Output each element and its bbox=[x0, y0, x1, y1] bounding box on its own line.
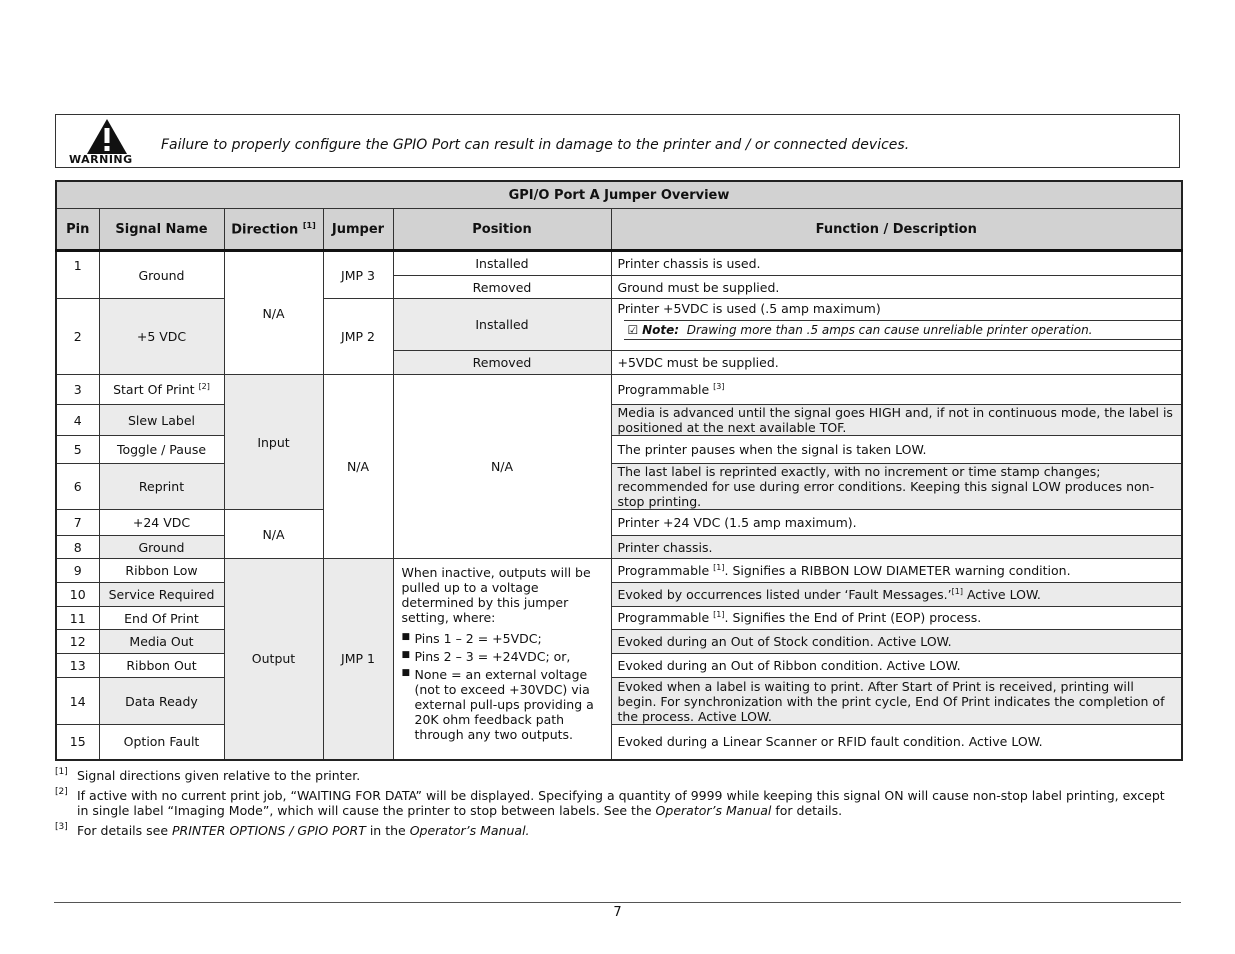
footnote bbox=[55, 788, 1180, 818]
signal-cell: Slew Label bbox=[99, 405, 224, 436]
signal-cell: Ribbon Out bbox=[99, 654, 224, 678]
function-text: Printer +5VDC is used (.5 amp maximum) bbox=[617, 301, 881, 316]
function-cell: Evoked during an Out of Ribbon condition. Active LOW. bbox=[611, 654, 1182, 678]
footnote-italic: Operator’s Manual bbox=[655, 803, 772, 818]
footnote-mark: [3] bbox=[55, 822, 68, 832]
list-item: ■ None = an external voltage (not to exceed +30VDC) via external pull-ups providing a 20K ohm feedback path through any two outputs. bbox=[402, 667, 603, 742]
position-cell: Installed bbox=[393, 299, 611, 351]
function-cell: Evoked during an Out of Stock condition. Active LOW. bbox=[611, 630, 1182, 654]
jumper-cell: JMP 2 bbox=[323, 299, 393, 375]
footer-divider bbox=[54, 902, 1181, 903]
pin-cell: 7 bbox=[56, 510, 99, 536]
signal-cell: Ribbon Low bbox=[99, 559, 224, 583]
header-jumper: Jumper bbox=[323, 209, 393, 251]
page-number: 7 bbox=[613, 905, 622, 920]
header-signal-name: Signal Name bbox=[99, 209, 224, 251]
jumper-cell: JMP 1 bbox=[323, 559, 393, 760]
signal-cell: Option Fault bbox=[99, 725, 224, 760]
pin-cell: 4 bbox=[56, 405, 99, 436]
pin-cell: 5 bbox=[56, 436, 99, 464]
function-cell: +5VDC must be supplied. bbox=[611, 351, 1182, 375]
header-pin: Pin bbox=[56, 209, 99, 251]
function-cell: Evoked by occurrences listed under ‘Fault Messages.’[1] Active LOW. bbox=[611, 583, 1182, 607]
function-cell bbox=[611, 299, 1182, 351]
pin-cell: 3 bbox=[56, 375, 99, 405]
table-row bbox=[56, 510, 1182, 536]
list-item: ■ Pins 1 – 2 = +5VDC; bbox=[402, 631, 603, 646]
table-title: GPI/O Port A Jumper Overview bbox=[56, 181, 1182, 209]
header-position: Position bbox=[393, 209, 611, 251]
pin-cell: 9 bbox=[56, 559, 99, 583]
position-list bbox=[402, 631, 603, 742]
function-cell: Programmable [3] bbox=[611, 375, 1182, 405]
signal-cell: Media Out bbox=[99, 630, 224, 654]
footnote-text: in the bbox=[365, 823, 410, 838]
signal-cell: Data Ready bbox=[99, 678, 224, 725]
warning-text: Failure to properly configure the GPIO Port can result in damage to the printer and / or connected devices. bbox=[161, 137, 910, 153]
function-cell: Evoked when a label is waiting to print. After Start of Print is received, printing will begin. For synchronization with the print cycle, End Of Print indicates the completion of the process. Active LOW. bbox=[611, 678, 1182, 725]
header-direction: Direction [1] bbox=[224, 209, 323, 251]
header-function: Function / Description bbox=[611, 209, 1182, 251]
footnote-text: For details see bbox=[77, 823, 172, 838]
pin-cell: 12 bbox=[56, 630, 99, 654]
footnote-italic: PRINTER OPTIONS / GPIO PORT bbox=[172, 823, 366, 838]
function-cell: Programmable [1]. Signifies the End of Print (EOP) process. bbox=[611, 607, 1182, 630]
jumper-cell: N/A bbox=[323, 375, 393, 559]
note-icon: ☑ bbox=[627, 323, 639, 337]
pin-cell: 15 bbox=[56, 725, 99, 760]
pin-cell: 13 bbox=[56, 654, 99, 678]
position-cell bbox=[393, 559, 611, 760]
position-cell: N/A bbox=[393, 375, 611, 559]
position-cell: Removed bbox=[393, 276, 611, 299]
pin-cell: 1 bbox=[56, 251, 99, 299]
direction-cell: Input bbox=[224, 375, 323, 510]
jumper-cell: JMP 3 bbox=[323, 251, 393, 299]
note-box bbox=[624, 320, 1182, 340]
function-cell: The printer pauses when the signal is taken LOW. bbox=[611, 436, 1182, 464]
function-cell: Printer +24 VDC (1.5 amp maximum). bbox=[611, 510, 1182, 536]
function-cell: Evoked during a Linear Scanner or RFID fault condition. Active LOW. bbox=[611, 725, 1182, 760]
table-row bbox=[56, 251, 1182, 276]
footnote-mark: [1] bbox=[55, 767, 68, 777]
function-cell: Printer chassis. bbox=[611, 536, 1182, 559]
pin-cell: 11 bbox=[56, 607, 99, 630]
pin-cell: 2 bbox=[56, 299, 99, 375]
warning-icon bbox=[86, 118, 128, 156]
footnote bbox=[55, 768, 1180, 783]
signal-cell: +24 VDC bbox=[99, 510, 224, 536]
direction-cell: Output bbox=[224, 559, 323, 760]
signal-cell: Start Of Print [2] bbox=[99, 375, 224, 405]
footnote bbox=[55, 823, 1180, 838]
signal-cell: Ground bbox=[99, 536, 224, 559]
pin-cell: 14 bbox=[56, 678, 99, 725]
pin-cell: 8 bbox=[56, 536, 99, 559]
signal-cell: End Of Print bbox=[99, 607, 224, 630]
footnote-italic: Operator’s Manual. bbox=[409, 823, 530, 838]
note-text: Drawing more than .5 amps can cause unreliable printer operation. bbox=[686, 323, 1093, 337]
signal-cell: Toggle / Pause bbox=[99, 436, 224, 464]
footnotes bbox=[55, 768, 1180, 843]
list-item: ■ Pins 2 – 3 = +24VDC; or, bbox=[402, 649, 603, 664]
position-intro: When inactive, outputs will be pulled up to a voltage determined by this jumper setting, where: bbox=[401, 565, 591, 625]
signal-cell: Service Required bbox=[99, 583, 224, 607]
function-cell: Programmable [1]. Signifies a RIBBON LOW DIAMETER warning condition. bbox=[611, 559, 1182, 583]
signal-cell: Ground bbox=[99, 251, 224, 299]
note-label: Note: bbox=[642, 323, 680, 337]
function-cell: Printer chassis is used. bbox=[611, 251, 1182, 276]
signal-cell: +5 VDC bbox=[99, 299, 224, 375]
footnote-text: Signal directions given relative to the printer. bbox=[77, 768, 361, 783]
pin-cell: 10 bbox=[56, 583, 99, 607]
signal-cell: Reprint bbox=[99, 464, 224, 510]
warning-label: WARNING bbox=[69, 153, 133, 166]
footnote-text: If active with no current print job, “WAITING FOR DATA” will be displayed. Specifying a quantity of 9999 while keeping this signal ON will cause non-stop label printing, except in single label “Imaging Mode”, which will cause the printer to stop between labels. See the bbox=[77, 788, 1165, 818]
direction-cell: N/A bbox=[224, 251, 323, 375]
function-cell: Ground must be supplied. bbox=[611, 276, 1182, 299]
position-cell: Removed bbox=[393, 351, 611, 375]
warning-box bbox=[55, 114, 1180, 168]
function-cell: Media is advanced until the signal goes HIGH and, if not in continuous mode, the label is positioned at the next available TOF. bbox=[611, 405, 1182, 436]
gpio-jumper-table bbox=[55, 180, 1183, 761]
table-row bbox=[56, 375, 1182, 405]
table-row bbox=[56, 559, 1182, 583]
footnote-mark: [2] bbox=[55, 787, 68, 797]
footnote-text: for details. bbox=[771, 803, 843, 818]
pin-cell: 6 bbox=[56, 464, 99, 510]
direction-cell: N/A bbox=[224, 510, 323, 559]
function-cell: The last label is reprinted exactly, with no increment or time stamp changes; recommended for use during error conditions. Keeping this signal LOW produces non-stop printing. bbox=[611, 464, 1182, 510]
position-cell: Installed bbox=[393, 251, 611, 276]
